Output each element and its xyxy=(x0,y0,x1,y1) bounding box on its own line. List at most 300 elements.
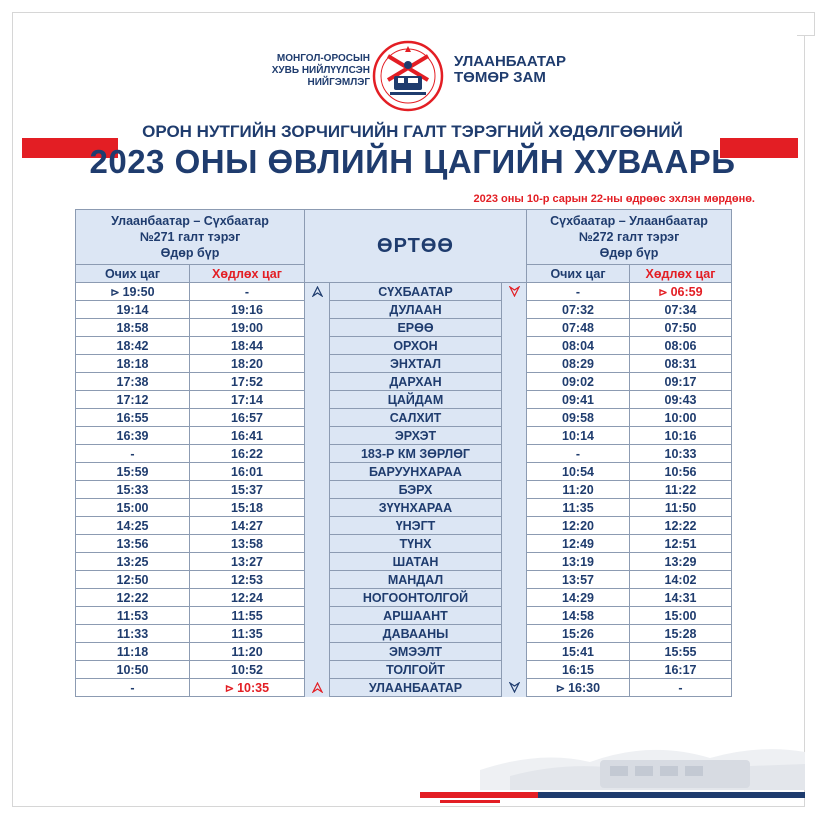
station-name xyxy=(330,301,502,319)
station-name-value: МАНДАЛ xyxy=(387,572,444,587)
train-272-departure-value: 10:33 xyxy=(664,446,697,461)
station-name-value: ДАРХАН xyxy=(389,374,442,389)
train-271-departure-value: 18:20 xyxy=(231,356,263,371)
col-header-arrival-right: Очих цаг xyxy=(527,265,630,283)
direction-gap-right xyxy=(502,589,527,607)
train-272-departure-value: 15:28 xyxy=(664,626,697,641)
train-271-departure xyxy=(190,481,305,499)
train-271-departure xyxy=(190,337,305,355)
train-271-arrival xyxy=(76,355,190,373)
direction-gap-left xyxy=(305,589,330,607)
train-271-arrival-value: - xyxy=(130,680,135,695)
direction-gap-right xyxy=(502,409,527,427)
train-271-arrival-value: 18:18 xyxy=(116,356,149,371)
train-271-arrival-value: 16:39 xyxy=(116,428,149,443)
timetable-row xyxy=(76,319,732,337)
station-name-value: БЭРХ xyxy=(398,482,433,497)
direction-gap-right xyxy=(502,463,527,481)
train-271-departure xyxy=(190,535,305,553)
train-271-departure xyxy=(190,283,305,301)
station-name-value: АРШААНТ xyxy=(383,608,448,623)
train-272-arrival-value: 09:41 xyxy=(562,392,594,407)
train-271-arrival xyxy=(76,553,190,571)
station-name xyxy=(330,517,502,535)
train-272-arrival-value: 08:29 xyxy=(562,356,594,371)
train-272-arrival-value: 11:35 xyxy=(562,500,594,515)
train-271-departure-value: 16:22 xyxy=(231,446,263,461)
train-272-departure xyxy=(630,391,732,409)
train-271-arrival xyxy=(76,481,190,499)
train-272-arrival-value: 15:41 xyxy=(562,644,594,659)
train-271-departure-value: 17:52 xyxy=(231,374,263,389)
train-271-departure xyxy=(190,643,305,661)
train-271-arrival xyxy=(76,679,190,697)
train-271-arrival xyxy=(76,337,190,355)
direction-gap-right xyxy=(502,607,527,625)
train-272-arrival xyxy=(527,607,630,625)
train-271-number: №271 галт тэрэг xyxy=(139,230,241,244)
train-271-arrival xyxy=(76,571,190,589)
train-272-arrival xyxy=(527,373,630,391)
train-272-arrival-value: 14:29 xyxy=(562,590,594,605)
train-illustration-decoration xyxy=(420,730,805,808)
train-272-arrival xyxy=(527,517,630,535)
direction-gap-left xyxy=(305,409,330,427)
train-271-departure xyxy=(190,427,305,445)
train-271-departure-value: 10:35 xyxy=(237,680,270,695)
train-272-arrival xyxy=(527,625,630,643)
train-272-departure-value: 10:16 xyxy=(664,428,697,443)
timetable-row xyxy=(76,283,732,301)
train-271-arrival-value: 15:00 xyxy=(116,500,149,515)
direction-gap-right xyxy=(502,661,527,679)
train-271-arrival xyxy=(76,535,190,553)
station-name-value: ЗҮҮНХАРАА xyxy=(378,500,453,515)
train-271-departure xyxy=(190,373,305,391)
train-272-arrival xyxy=(527,481,630,499)
station-name xyxy=(330,283,502,301)
train-272-arrival-value: - xyxy=(575,284,581,299)
train-272-arrival-value: 11:20 xyxy=(562,482,594,497)
train-272-departure-value: 13:29 xyxy=(664,554,697,569)
train-272-arrival xyxy=(527,535,630,553)
train-272-departure-value: 15:55 xyxy=(664,644,697,659)
train-271-departure-value: 19:00 xyxy=(231,320,263,335)
train-272-departure-value: 09:17 xyxy=(664,374,697,389)
station-name-value: ДУЛААН xyxy=(389,302,442,317)
station-name xyxy=(330,409,502,427)
train-271-departure-value: 16:01 xyxy=(231,464,263,479)
train-272-arrival-value: - xyxy=(575,446,581,461)
direction-gap-right xyxy=(502,535,527,553)
train-272-departure xyxy=(630,337,732,355)
train-272-arrival xyxy=(527,283,630,301)
train-272-departure xyxy=(630,445,732,463)
train-272-arrival-value: 07:32 xyxy=(562,302,594,317)
station-name xyxy=(330,589,502,607)
train-272-departure xyxy=(630,679,732,697)
col-header-departure-left: Хөдлөх цаг xyxy=(190,265,305,283)
station-name xyxy=(330,553,502,571)
timetable-row xyxy=(76,409,732,427)
station-name xyxy=(330,661,502,679)
timetable-row xyxy=(76,445,732,463)
train-272-departure xyxy=(630,607,732,625)
train-271-arrival-value: 18:42 xyxy=(116,338,149,353)
direction-gap-right xyxy=(502,355,527,373)
train-271-arrival xyxy=(76,589,190,607)
direction-arrow-up-icon xyxy=(305,283,330,301)
direction-gap-left xyxy=(305,607,330,625)
train-271-departure xyxy=(190,355,305,373)
direction-gap-right xyxy=(502,445,527,463)
direction-gap-left xyxy=(305,445,330,463)
station-name-value: УЛААНБААТАР xyxy=(368,680,463,695)
train-272-arrival-value: 10:54 xyxy=(562,464,594,479)
timetable-row xyxy=(76,481,732,499)
direction-gap-left xyxy=(305,535,330,553)
train-272-arrival xyxy=(527,571,630,589)
timetable-row xyxy=(76,373,732,391)
train-272-arrival xyxy=(527,463,630,481)
train-272-departure xyxy=(630,553,732,571)
train-272-arrival xyxy=(527,445,630,463)
direction-gap-right xyxy=(502,319,527,337)
org-right-line: ТӨМӨР ЗАМ xyxy=(454,69,546,86)
train-272-arrival-value: 12:49 xyxy=(562,536,594,551)
train-272-departure-value: 14:31 xyxy=(664,590,697,605)
station-name-value: ЭНХТАЛ xyxy=(389,356,442,371)
train-272-arrival-value: 14:58 xyxy=(562,608,594,623)
train-271-departure-value: 10:52 xyxy=(231,662,263,677)
timetable-row xyxy=(76,355,732,373)
train-272-departure-value: 07:34 xyxy=(664,302,697,317)
terminal-marker-icon: ⊳ xyxy=(555,682,566,695)
train-272-number: №272 галт тэрэг xyxy=(578,230,680,244)
timetable-row xyxy=(76,679,732,697)
train-271-departure-value: 16:57 xyxy=(231,410,263,425)
direction-gap-left xyxy=(305,301,330,319)
train-272-departure xyxy=(630,517,732,535)
terminal-marker-icon: ⊳ xyxy=(658,286,668,299)
train-271-arrival-value: 10:50 xyxy=(116,662,149,677)
direction-gap-left xyxy=(305,319,330,337)
train-272-arrival-value: 10:14 xyxy=(562,428,594,443)
timetable-row xyxy=(76,625,732,643)
station-name-value: ТҮНХ xyxy=(399,536,432,551)
train-271-arrival-value: 15:33 xyxy=(116,482,149,497)
org-name-right xyxy=(454,54,566,86)
station-name-value: 183-Р КМ ЗӨРЛӨГ xyxy=(360,446,471,461)
timetable-row xyxy=(76,607,732,625)
timetable-body xyxy=(76,283,732,697)
direction-gap-right xyxy=(502,301,527,319)
direction-gap-left xyxy=(305,463,330,481)
train-272-arrival xyxy=(527,301,630,319)
direction-gap-right xyxy=(502,499,527,517)
station-name xyxy=(330,499,502,517)
train-271-arrival xyxy=(76,517,190,535)
train-272-departure-value: 08:06 xyxy=(664,338,697,353)
station-name-value: ОРХОН xyxy=(393,338,438,353)
train-271-arrival-value: - xyxy=(130,446,135,461)
train-271-arrival-value: 12:22 xyxy=(116,590,149,605)
train-271-arrival-value: 13:56 xyxy=(116,536,149,551)
train-272-departure xyxy=(630,409,732,427)
train-272-departure-value: 06:59 xyxy=(670,284,703,299)
timetable-row xyxy=(76,337,732,355)
station-name xyxy=(330,679,502,697)
station-name-value: ЭРХЭТ xyxy=(394,428,437,443)
train-272-departure-value: 16:17 xyxy=(664,662,697,677)
train-272-departure xyxy=(630,481,732,499)
schedule-subtitle: ОРОН НУТГИЙН ЗОРЧИГЧИЙН ГАЛТ ТЭРЭГНИЙ ХӨДӨЛГӨӨНИЙ xyxy=(142,122,683,141)
train-271-arrival-value: 12:50 xyxy=(116,572,149,587)
train-272-arrival-value: 15:26 xyxy=(562,626,594,641)
train-272-departure xyxy=(630,535,732,553)
station-name-value: ЦАЙДАМ xyxy=(387,392,444,407)
train-272-arrival xyxy=(527,661,630,679)
train-271-departure-value: - xyxy=(244,284,250,299)
train-271-departure-value: 16:41 xyxy=(231,428,263,443)
train-272-arrival-value: 16:15 xyxy=(562,662,594,677)
timetable-row xyxy=(76,643,732,661)
timetable-row xyxy=(76,517,732,535)
train-272-departure xyxy=(630,643,732,661)
train-272-departure-value: 08:31 xyxy=(664,356,697,371)
train-271-arrival-value: 11:53 xyxy=(116,608,149,623)
train-272-arrival-value: 08:04 xyxy=(562,338,594,353)
train-271-arrival xyxy=(76,283,190,301)
train-271-arrival-value: 17:12 xyxy=(116,392,149,407)
train-272-arrival xyxy=(527,499,630,517)
org-right-line: УЛААНБААТАР xyxy=(454,53,566,70)
train-272-arrival xyxy=(527,553,630,571)
train-272-arrival-value: 07:48 xyxy=(562,320,594,335)
train-271-arrival-value: 11:33 xyxy=(116,626,149,641)
direction-gap-right xyxy=(502,427,527,445)
train-272-arrival-value: 16:30 xyxy=(568,680,601,695)
train-272-departure xyxy=(630,373,732,391)
train-271-arrival xyxy=(76,409,190,427)
train-272-arrival xyxy=(527,391,630,409)
station-name xyxy=(330,463,502,481)
train-272-arrival-value: 13:57 xyxy=(562,572,594,587)
train-271-arrival xyxy=(76,499,190,517)
org-name-left xyxy=(246,53,370,89)
train-271-departure xyxy=(190,445,305,463)
direction-gap-left xyxy=(305,481,330,499)
timetable-row xyxy=(76,661,732,679)
train-272-arrival xyxy=(527,319,630,337)
direction-gap-left xyxy=(305,517,330,535)
direction-gap-left xyxy=(305,427,330,445)
train-271-arrival xyxy=(76,391,190,409)
direction-gap-right xyxy=(502,337,527,355)
timetable-row xyxy=(76,463,732,481)
terminal-marker-icon: ⊳ xyxy=(224,682,235,695)
effective-date-note: 2023 оны 10-р сарын 22-ны өдрөөс эхлэн мөрдөнө. xyxy=(473,193,755,205)
train-271-departure xyxy=(190,409,305,427)
direction-gap-left xyxy=(305,499,330,517)
timetable-row xyxy=(76,499,732,517)
train-272-arrival-value: 09:02 xyxy=(562,374,594,389)
train-272-arrival xyxy=(527,409,630,427)
train-271-departure-value: 13:27 xyxy=(231,554,263,569)
station-name-value: БАРУУНХАРАА xyxy=(369,464,462,479)
org-left-line: МОНГОЛ-ОРОСЫН xyxy=(276,53,370,64)
station-name xyxy=(330,445,502,463)
train-272-departure xyxy=(630,283,732,301)
train-271-departure-value: 15:18 xyxy=(231,500,263,515)
col-header-departure-right: Хөдлөх цаг xyxy=(630,265,732,283)
station-name-value: ШАТАН xyxy=(392,554,439,569)
train-271-departure-value: 11:35 xyxy=(231,626,263,641)
train-272-departure xyxy=(630,661,732,679)
org-left-line: ХУВЬ НИЙЛҮҮЛСЭН xyxy=(271,65,370,76)
train-271-departure xyxy=(190,517,305,535)
direction-gap-right xyxy=(502,517,527,535)
station-name xyxy=(330,535,502,553)
train-271-departure-value: 14:27 xyxy=(231,518,263,533)
direction-gap-left xyxy=(305,571,330,589)
train-272-departure-value: 15:00 xyxy=(664,608,697,623)
train-271-arrival-value: 14:25 xyxy=(116,518,149,533)
train-271-arrival xyxy=(76,607,190,625)
train-272-departure-value: 12:51 xyxy=(664,536,697,551)
direction-gap-right xyxy=(502,391,527,409)
train-271-departure xyxy=(190,319,305,337)
station-name-value: ЕРӨӨ xyxy=(397,320,434,335)
train-272-departure-value: 09:43 xyxy=(664,392,697,407)
train-272-departure xyxy=(630,499,732,517)
station-name-value: ДАВААНЫ xyxy=(382,626,449,641)
timetable-row xyxy=(76,553,732,571)
train-272-arrival xyxy=(527,355,630,373)
station-name-value: ҮНЭГТ xyxy=(395,518,436,533)
train-272-frequency: Өдөр бүр xyxy=(599,246,659,260)
train-271-departure-value: 11:55 xyxy=(231,608,263,623)
direction-gap-left xyxy=(305,643,330,661)
direction-arrow-up-icon xyxy=(305,679,330,697)
train-272-header xyxy=(527,210,732,265)
train-271-departure-value: 13:58 xyxy=(231,536,263,551)
train-271-departure xyxy=(190,301,305,319)
train-271-arrival-value: 13:25 xyxy=(116,554,149,569)
train-271-departure xyxy=(190,571,305,589)
train-271-departure-value: 12:24 xyxy=(231,590,263,605)
train-271-arrival-value: 16:55 xyxy=(116,410,149,425)
train-272-departure xyxy=(630,427,732,445)
train-272-departure-value: 07:50 xyxy=(664,320,697,335)
train-271-arrival xyxy=(76,445,190,463)
train-271-departure xyxy=(190,679,305,697)
timetable-row xyxy=(76,535,732,553)
timetable-row xyxy=(76,391,732,409)
direction-gap-right xyxy=(502,643,527,661)
direction-gap-right xyxy=(502,481,527,499)
train-272-arrival xyxy=(527,679,630,697)
station-name xyxy=(330,571,502,589)
train-271-departure-value: 12:53 xyxy=(231,572,263,587)
station-name xyxy=(330,337,502,355)
train-271-departure xyxy=(190,499,305,517)
station-name xyxy=(330,391,502,409)
timetable-row xyxy=(76,571,732,589)
station-name-value: САЛХИТ xyxy=(389,410,442,425)
train-271-route: Улаанбаатар – Сүхбаатар xyxy=(111,214,269,228)
direction-gap-left xyxy=(305,391,330,409)
train-272-departure-value: 10:00 xyxy=(664,410,697,425)
terminal-marker-icon: ⊳ xyxy=(110,286,120,299)
train-272-departure-value: 14:02 xyxy=(664,572,697,587)
direction-gap-right xyxy=(502,625,527,643)
train-271-arrival xyxy=(76,661,190,679)
train-271-departure-value: 11:20 xyxy=(231,644,263,659)
timetable-row xyxy=(76,301,732,319)
direction-gap-left xyxy=(305,373,330,391)
org-left-line: НИЙГЭМЛЭГ xyxy=(307,77,370,88)
train-271-departure-value: 18:44 xyxy=(231,338,263,353)
station-name-value: СҮХБААТАР xyxy=(378,284,453,299)
train-272-arrival-value: 09:58 xyxy=(562,410,594,425)
direction-gap-left xyxy=(305,337,330,355)
timetable xyxy=(75,209,732,697)
train-272-arrival-value: 13:19 xyxy=(562,554,594,569)
train-272-arrival xyxy=(527,337,630,355)
timetable-row xyxy=(76,589,732,607)
train-272-departure-value: 10:56 xyxy=(664,464,697,479)
train-271-departure xyxy=(190,463,305,481)
train-271-arrival xyxy=(76,427,190,445)
direction-gap-left xyxy=(305,661,330,679)
train-271-arrival-value: 11:18 xyxy=(116,644,149,659)
train-271-departure xyxy=(190,661,305,679)
train-272-arrival xyxy=(527,589,630,607)
schedule-title: 2023 ОНЫ ӨВЛИЙН ЦАГИЙН ХУВААРЬ xyxy=(89,143,736,180)
train-271-arrival-value: 17:38 xyxy=(116,374,149,389)
direction-gap-left xyxy=(305,553,330,571)
train-272-departure-value: 11:50 xyxy=(664,500,697,515)
train-272-arrival xyxy=(527,643,630,661)
train-272-departure xyxy=(630,319,732,337)
station-name xyxy=(330,625,502,643)
train-272-arrival-value: 12:20 xyxy=(562,518,594,533)
train-271-header xyxy=(76,210,305,265)
train-271-arrival xyxy=(76,643,190,661)
train-272-route: Сүхбаатар – Улаанбаатар xyxy=(550,214,708,228)
direction-gap-right xyxy=(502,373,527,391)
train-272-departure-value: 11:22 xyxy=(664,482,697,497)
train-272-departure xyxy=(630,571,732,589)
col-header-arrival-left: Очих цаг xyxy=(76,265,190,283)
train-271-arrival xyxy=(76,625,190,643)
train-272-departure xyxy=(630,589,732,607)
direction-arrow-down-icon xyxy=(502,283,527,301)
train-271-departure xyxy=(190,625,305,643)
train-271-departure-value: 19:16 xyxy=(231,302,263,317)
train-271-departure-value: 15:37 xyxy=(231,482,263,497)
direction-gap-left xyxy=(305,355,330,373)
train-271-departure xyxy=(190,553,305,571)
train-271-frequency: Өдөр бүр xyxy=(160,246,220,260)
train-271-arrival-value: 19:50 xyxy=(122,284,155,299)
train-272-departure xyxy=(630,301,732,319)
train-271-departure xyxy=(190,391,305,409)
train-272-arrival xyxy=(527,427,630,445)
train-272-departure xyxy=(630,625,732,643)
train-272-departure xyxy=(630,463,732,481)
